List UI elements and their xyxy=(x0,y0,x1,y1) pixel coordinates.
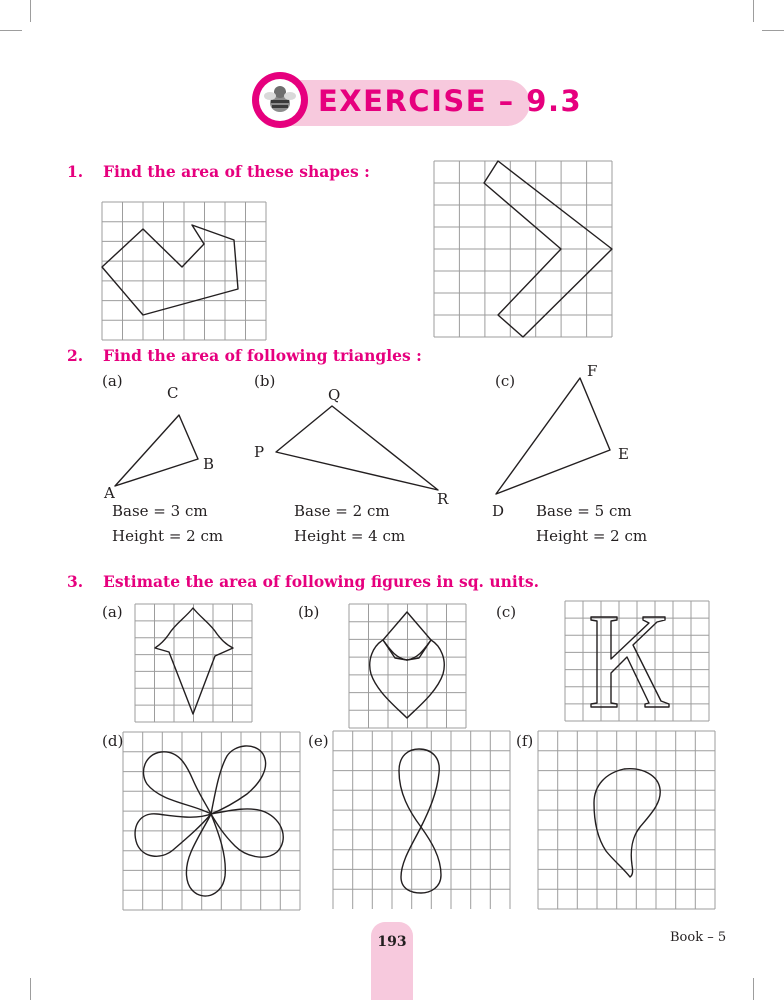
triangle-def xyxy=(490,370,620,500)
triangle-c-base: Base = 5 cm xyxy=(536,502,632,520)
q3-d-tag: (d) xyxy=(102,732,124,750)
q3-f-comma-shape xyxy=(594,769,660,877)
crop-mark-top-right-h xyxy=(762,30,784,31)
crop-mark-top-left-h xyxy=(0,30,22,31)
vertex-f-label: F xyxy=(587,362,598,380)
question-3-number: 3. xyxy=(67,572,84,591)
q3-b-tag: (b) xyxy=(298,603,320,621)
q3-e-figure xyxy=(333,731,510,909)
triangle-abc xyxy=(100,400,210,490)
triangle-a-tag: (a) xyxy=(102,372,123,390)
q3-a-tag: (a) xyxy=(102,603,123,621)
q3-d-petal-top-right xyxy=(211,746,266,814)
triangle-b-height: Height = 4 cm xyxy=(294,527,406,545)
q3-d-petal-right xyxy=(211,809,283,857)
crop-mark-bottom-right xyxy=(753,978,754,1000)
crop-mark-top-right xyxy=(753,0,754,22)
bee-icon xyxy=(261,81,299,119)
triangle-a-height: Height = 2 cm xyxy=(112,527,224,545)
triangle-a-base: Base = 3 cm xyxy=(112,502,208,520)
crop-mark-bottom-left xyxy=(30,978,31,1000)
crop-mark-top-left xyxy=(30,0,31,22)
vertex-b-label: B xyxy=(203,455,215,473)
vertex-c-label: C xyxy=(167,384,179,402)
triangle-c-tag: (c) xyxy=(495,372,516,390)
vertex-q-label: Q xyxy=(328,386,341,404)
q3-c-figure xyxy=(565,601,709,721)
question-3-text: Estimate the area of following figures in sq. units. xyxy=(103,572,540,591)
q3-c-tag: (c) xyxy=(496,603,517,621)
question-1-number: 1. xyxy=(67,162,84,181)
exercise-title: EXERCISE – 9.3 xyxy=(318,84,583,118)
vertex-p-label: P xyxy=(254,443,265,461)
triangle-b-base: Base = 2 cm xyxy=(294,502,390,520)
question-1-text: Find the area of these shapes : xyxy=(103,162,370,181)
triangle-c-height: Height = 2 cm xyxy=(536,527,648,545)
q1-grid-shape-2 xyxy=(434,161,612,337)
question-2-text: Find the area of following triangles : xyxy=(103,346,422,365)
q3-a-figure xyxy=(135,604,252,722)
q3-d-petal-top-left xyxy=(143,752,211,814)
triangle-b-tag: (b) xyxy=(254,372,276,390)
q3-b-figure xyxy=(349,604,466,728)
vertex-d-label: D xyxy=(492,502,505,520)
vertex-a-label: A xyxy=(104,484,115,502)
q3-e-tag: (e) xyxy=(308,732,329,750)
q1-grid-shape-1 xyxy=(102,202,266,340)
triangle-pqr xyxy=(270,400,450,495)
page-number: 193 xyxy=(377,934,407,950)
q3-c-letter-k xyxy=(591,617,669,707)
question-2-number: 2. xyxy=(67,346,84,365)
vertex-e-label: E xyxy=(618,445,629,463)
q3-f-figure xyxy=(538,731,715,909)
q3-f-tag: (f) xyxy=(516,732,534,750)
q3-d-figure xyxy=(123,732,300,910)
book-label: Book – 5 xyxy=(670,930,727,945)
vertex-r-label: R xyxy=(437,490,449,508)
